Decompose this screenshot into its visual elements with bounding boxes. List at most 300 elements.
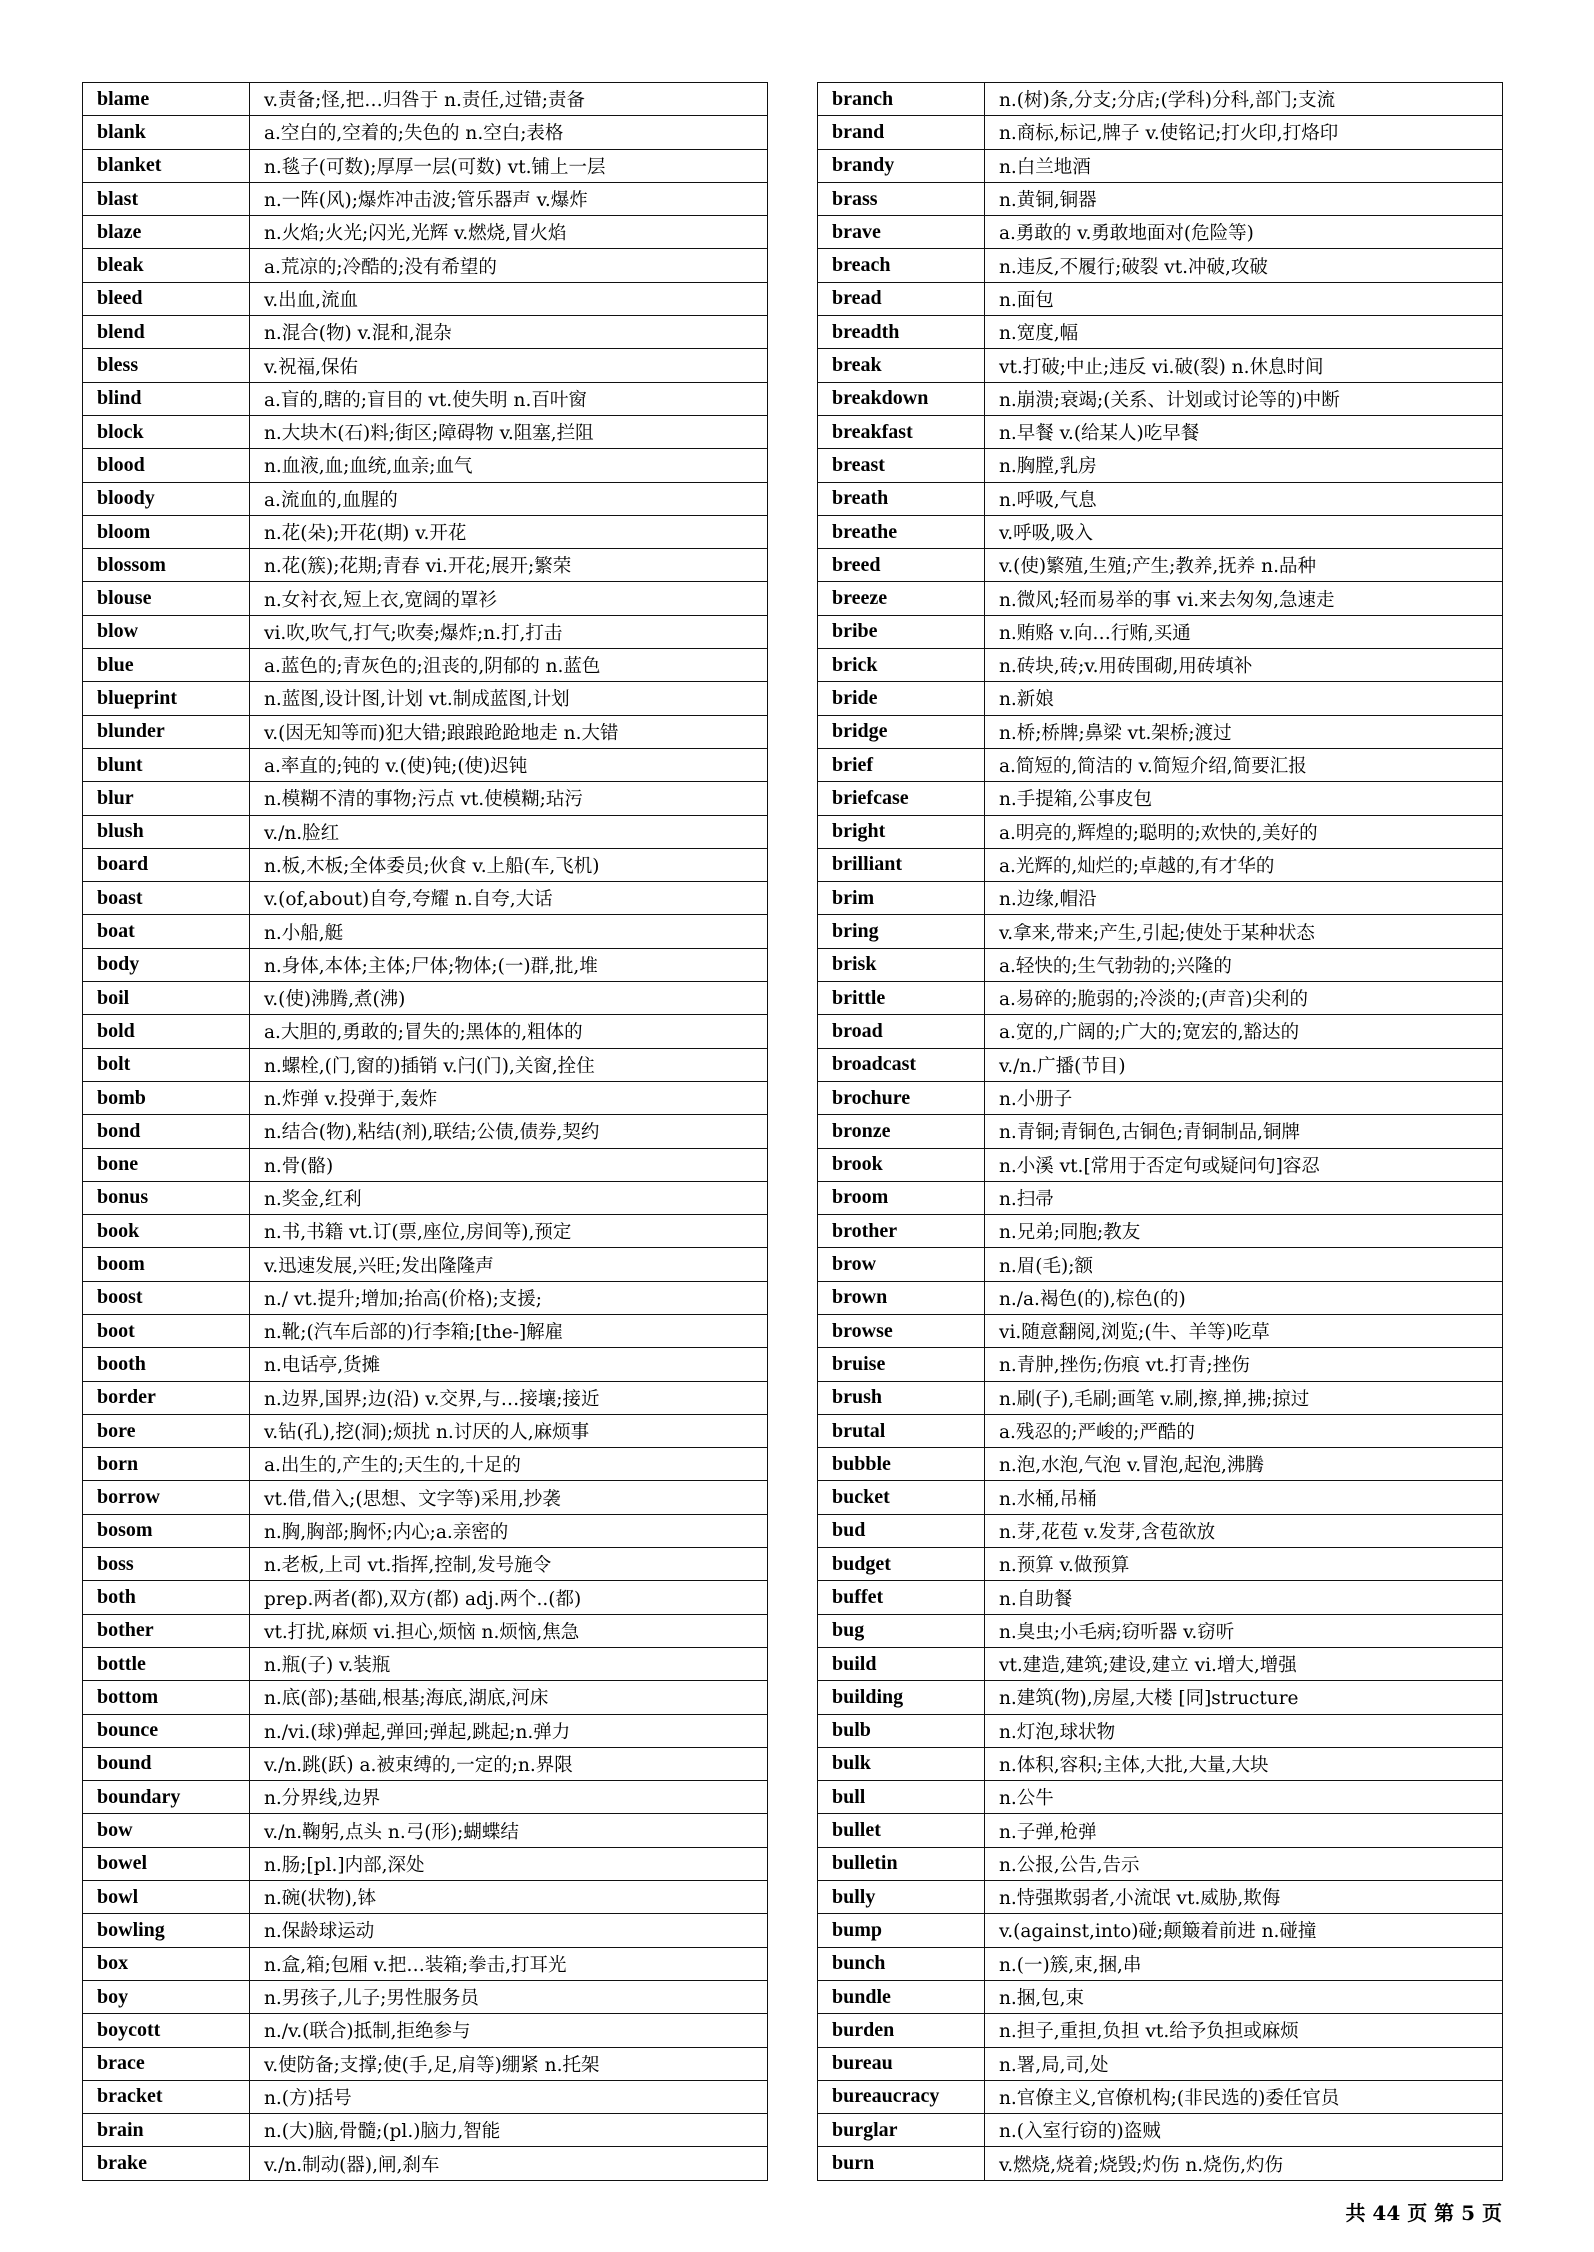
vocab-word: blunt — [83, 748, 250, 781]
vocab-word: bullet — [818, 1814, 985, 1847]
vocab-definition: n.盒,箱;包厢 v.把…装箱;拳击,打耳光 — [250, 1947, 768, 1980]
vocab-definition: vt.打扰,麻烦 vi.担心,烦恼 n.烦恼,焦急 — [250, 1614, 768, 1647]
vocab-definition: n./ vt.提升;增加;抬高(价格);支援; — [250, 1281, 768, 1314]
vocab-definition: n.身体,本体;主体;尸体;物体;(一)群,批,堆 — [250, 948, 768, 981]
vocab-definition: n.面包 — [985, 282, 1503, 315]
vocab-word: bulletin — [818, 1847, 985, 1880]
vocab-row — [83, 815, 768, 848]
vocab-row — [818, 482, 1503, 515]
vocab-definition: n.瓶(子) v.装瓶 — [250, 1647, 768, 1680]
vocab-row — [83, 649, 768, 682]
vocab-word: bruise — [818, 1348, 985, 1381]
vocab-word: blaze — [83, 216, 250, 249]
vocab-row — [83, 1681, 768, 1714]
vocab-word: broad — [818, 1015, 985, 1048]
vocab-row — [818, 1980, 1503, 2013]
vocab-row — [83, 83, 768, 116]
vocab-table-right — [817, 82, 1503, 2181]
vocab-row — [83, 915, 768, 948]
vocab-definition: n.子弹,枪弹 — [985, 1814, 1503, 1847]
vocab-word: branch — [818, 83, 985, 116]
vocab-row — [83, 1414, 768, 1447]
vocab-definition: n.违反,不履行;破裂 vt.冲破,攻破 — [985, 249, 1503, 282]
vocab-definition: n.担子,重担,负担 vt.给予负担或麻烦 — [985, 2014, 1503, 2047]
vocab-definition: n.书,书籍 vt.订(票,座位,房间等),预定 — [250, 1215, 768, 1248]
vocab-word: build — [818, 1647, 985, 1680]
vocab-definition: n.胸,胸部;胸怀;内心;a.亲密的 — [250, 1514, 768, 1547]
vocab-definition: n.署,局,司,处 — [985, 2047, 1503, 2080]
vocab-word: breakdown — [818, 382, 985, 415]
vocab-word: boast — [83, 882, 250, 915]
vocab-word: bowel — [83, 1847, 250, 1880]
vocab-definition: n.骨(骼) — [250, 1148, 768, 1181]
vocab-definition: n.混合(物) v.混和,混杂 — [250, 316, 768, 349]
vocab-definition: a.空白的,空着的;失色的 n.空白;表格 — [250, 116, 768, 149]
vocab-definition: n.灯泡,球状物 — [985, 1714, 1503, 1747]
vocab-word: breed — [818, 549, 985, 582]
vocab-word: boycott — [83, 2014, 250, 2047]
vocab-definition: n.肠;[pl.]内部,深处 — [250, 1847, 768, 1880]
vocab-word: breeze — [818, 582, 985, 615]
vocab-row — [83, 1747, 768, 1780]
vocab-definition: n.早餐 v.(给某人)吃早餐 — [985, 415, 1503, 448]
vocab-word: book — [83, 1215, 250, 1248]
vocab-word: bread — [818, 282, 985, 315]
vocab-row — [818, 249, 1503, 282]
vocab-row — [83, 1281, 768, 1314]
vocab-definition: n.手提箱,公事皮包 — [985, 782, 1503, 815]
vocab-word: brush — [818, 1381, 985, 1414]
vocab-word: blend — [83, 316, 250, 349]
vocab-word: bundle — [818, 1980, 985, 2013]
vocab-row — [83, 1548, 768, 1581]
vocab-word: brutal — [818, 1414, 985, 1447]
vocab-row — [818, 1814, 1503, 1847]
vocab-definition: n.青肿,挫伤;伤痕 vt.打青;挫伤 — [985, 1348, 1503, 1381]
vocab-row — [818, 982, 1503, 1015]
vocab-definition: n.边界,国界;边(沿) v.交界,与…接壤;接近 — [250, 1381, 768, 1414]
vocab-word: buffet — [818, 1581, 985, 1614]
vocab-definition: n.砖块,砖;v.用砖围砌,用砖填补 — [985, 649, 1503, 682]
vocab-row — [818, 582, 1503, 615]
vocab-word: boat — [83, 915, 250, 948]
vocab-definition: vt.借,借入;(思想、文字等)采用,抄袭 — [250, 1481, 768, 1514]
vocab-word: brochure — [818, 1081, 985, 1114]
vocab-row — [83, 1448, 768, 1481]
vocab-word: blank — [83, 116, 250, 149]
vocab-definition: n.崩溃;衰竭;(关系、计划或讨论等的)中断 — [985, 382, 1503, 415]
vocab-definition: n.预算 v.做预算 — [985, 1548, 1503, 1581]
vocab-row — [818, 1448, 1503, 1481]
vocab-definition: n.女衬衣,短上衣,宽阔的罩衫 — [250, 582, 768, 615]
vocab-word: borrow — [83, 1481, 250, 1514]
vocab-word: bound — [83, 1747, 250, 1780]
vocab-definition: a.残忍的;严峻的;严酷的 — [985, 1414, 1503, 1447]
vocab-row — [83, 1814, 768, 1847]
vocab-row — [83, 216, 768, 249]
vocab-definition: a.盲的,瞎的;盲目的 vt.使失明 n.百叶窗 — [250, 382, 768, 415]
vocab-row — [818, 782, 1503, 815]
vocab-word: bleak — [83, 249, 250, 282]
vocab-row — [83, 615, 768, 648]
vocab-row — [83, 1581, 768, 1614]
vocab-word: broom — [818, 1181, 985, 1214]
vocab-definition: n.电话亭,货摊 — [250, 1348, 768, 1381]
vocab-definition: n.胸膛,乳房 — [985, 449, 1503, 482]
vocab-word: burden — [818, 2014, 985, 2047]
vocab-definition: n.公报,公告,告示 — [985, 1847, 1503, 1880]
vocab-row — [83, 1314, 768, 1347]
vocab-definition: a.光辉的,灿烂的;卓越的,有才华的 — [985, 848, 1503, 881]
vocab-word: booth — [83, 1348, 250, 1381]
vocab-word: brother — [818, 1215, 985, 1248]
vocab-row — [818, 715, 1503, 748]
vocab-definition: n.官僚主义,官僚机构;(非民选的)委任官员 — [985, 2080, 1503, 2113]
vocab-word: browse — [818, 1314, 985, 1347]
vocab-word: born — [83, 1448, 250, 1481]
vocab-row — [818, 1148, 1503, 1181]
vocab-word: bone — [83, 1148, 250, 1181]
vocab-definition: v./n.脸红 — [250, 815, 768, 848]
vocab-word: bloody — [83, 482, 250, 515]
vocab-word: building — [818, 1681, 985, 1714]
vocab-definition: a.易碎的;脆弱的;冷淡的;(声音)尖利的 — [985, 982, 1503, 1015]
vocab-word: blunder — [83, 715, 250, 748]
vocab-definition: v./n.广播(节目) — [985, 1048, 1503, 1081]
vocab-word: blind — [83, 382, 250, 415]
vocab-row — [83, 2014, 768, 2047]
vocab-word: brim — [818, 882, 985, 915]
vocab-definition: a.宽的,广阔的;广大的;宽宏的,豁达的 — [985, 1015, 1503, 1048]
vocab-word: briefcase — [818, 782, 985, 815]
vocab-word: bride — [818, 682, 985, 715]
vocab-word: bridge — [818, 715, 985, 748]
vocab-definition: n.芽,花苞 v.发芽,含苞欲放 — [985, 1514, 1503, 1547]
vocab-row — [818, 1015, 1503, 1048]
vocab-definition: v.使防备;支撑;使(手,足,肩等)绷紧 n.托架 — [250, 2047, 768, 2080]
vocab-definition: v.呼吸,吸入 — [985, 515, 1503, 548]
vocab-row — [818, 216, 1503, 249]
vocab-word: brilliant — [818, 848, 985, 881]
vocab-row — [818, 549, 1503, 582]
vocab-definition: n.大块木(石)料;街区;障碍物 v.阻塞,拦阻 — [250, 415, 768, 448]
vocab-word: boost — [83, 1281, 250, 1314]
vocab-word: brook — [818, 1148, 985, 1181]
vocab-row — [83, 1081, 768, 1114]
vocab-row — [818, 1381, 1503, 1414]
vocab-definition: v.燃烧,烧着;烧毁;灼伤 n.烧伤,灼伤 — [985, 2147, 1503, 2180]
vocab-row — [83, 415, 768, 448]
vocab-row — [818, 2047, 1503, 2080]
vocab-row — [818, 948, 1503, 981]
vocab-row — [818, 1215, 1503, 1248]
vocab-definition: v.出血,流血 — [250, 282, 768, 315]
vocab-definition: n.自助餐 — [985, 1581, 1503, 1614]
vocab-word: bold — [83, 1015, 250, 1048]
vocab-definition: a.大胆的,勇敢的;冒失的;黑体的,粗体的 — [250, 1015, 768, 1048]
vocab-definition: n.贿赂 v.向…行贿,买通 — [985, 615, 1503, 648]
vocab-definition: a.率直的;钝的 v.(使)钝;(使)迟钝 — [250, 748, 768, 781]
vocab-word: breadth — [818, 316, 985, 349]
vocab-word: bunch — [818, 1947, 985, 1980]
vocab-row — [83, 748, 768, 781]
vocab-word: broadcast — [818, 1048, 985, 1081]
vocab-word: blow — [83, 615, 250, 648]
vocab-word: brief — [818, 748, 985, 781]
vocab-row — [83, 1048, 768, 1081]
vocab-definition: n.商标,标记,牌子 v.使铭记;打火印,打烙印 — [985, 116, 1503, 149]
vocab-table-left-body — [83, 83, 768, 2181]
vocab-word: bowl — [83, 1881, 250, 1914]
vocab-definition: n.兄弟;同胞;教友 — [985, 1215, 1503, 1248]
vocab-definition: n.花(簇);花期;青春 vi.开花;展开;繁荣 — [250, 549, 768, 582]
vocab-row — [818, 182, 1503, 215]
vocab-definition: v.(使)沸腾,煮(沸) — [250, 982, 768, 1015]
vocab-row — [83, 882, 768, 915]
vocab-definition: vt.建造,建筑;建设,建立 vi.增大,增强 — [985, 1647, 1503, 1680]
vocab-definition: v.(因无知等而)犯大错;踉踉跄跄地走 n.大错 — [250, 715, 768, 748]
vocab-word: bribe — [818, 615, 985, 648]
vocab-word: bureaucracy — [818, 2080, 985, 2113]
vocab-definition: n./vi.(球)弹起,弹回;弹起,跳起;n.弹力 — [250, 1714, 768, 1747]
vocab-word: brown — [818, 1281, 985, 1314]
page-footer: 共 44 页 第 5 页 — [1345, 2201, 1502, 2225]
vocab-word: bow — [83, 1814, 250, 1847]
vocab-definition: n.底(部);基础,根基;海底,湖底,河床 — [250, 1681, 768, 1714]
vocab-row — [818, 2147, 1503, 2180]
vocab-row — [83, 549, 768, 582]
vocab-word: bump — [818, 1914, 985, 1947]
vocab-definition: n.炸弹 v.投弹于,轰炸 — [250, 1081, 768, 1114]
vocab-definition: a.荒凉的;冷酷的;没有希望的 — [250, 249, 768, 282]
vocab-word: bore — [83, 1414, 250, 1447]
vocab-definition: a.流血的,血腥的 — [250, 482, 768, 515]
vocab-word: brave — [818, 216, 985, 249]
vocab-row — [83, 2147, 768, 2180]
vocab-definition: a.明亮的,辉煌的;聪明的;欢快的,美好的 — [985, 815, 1503, 848]
vocab-row — [83, 1980, 768, 2013]
vocab-row — [818, 382, 1503, 415]
vocab-definition: a.勇敢的 v.勇敢地面对(危险等) — [985, 216, 1503, 249]
vocab-row — [818, 1681, 1503, 1714]
vocab-word: boot — [83, 1314, 250, 1347]
vocab-word: bonus — [83, 1181, 250, 1214]
vocab-definition: a.轻快的;生气勃勃的;兴隆的 — [985, 948, 1503, 981]
vocab-word: breakfast — [818, 415, 985, 448]
vocab-definition: prep.两者(都),双方(都) adj.两个..(都) — [250, 1581, 768, 1614]
vocab-row — [83, 349, 768, 382]
vocab-row — [818, 1881, 1503, 1914]
vocab-row — [83, 1181, 768, 1214]
vocab-word: bless — [83, 349, 250, 382]
vocab-word: brain — [83, 2114, 250, 2147]
vocab-definition: v.(使)繁殖,生殖;产生;教养,抚养 n.品种 — [985, 549, 1503, 582]
vocab-word: brand — [818, 116, 985, 149]
vocab-definition: v.钻(孔),挖(洞);烦扰 n.讨厌的人,麻烦事 — [250, 1414, 768, 1447]
vocab-table-right-body — [818, 83, 1503, 2181]
vocab-definition: n.蓝图,设计图,计划 vt.制成蓝图,计划 — [250, 682, 768, 715]
vocab-row — [83, 1881, 768, 1914]
vocab-word: border — [83, 1381, 250, 1414]
vocab-definition: n.白兰地酒 — [985, 149, 1503, 182]
vocab-word: bleed — [83, 282, 250, 315]
vocab-word: breath — [818, 482, 985, 515]
vocab-definition: n.老板,上司 vt.指挥,控制,发号施令 — [250, 1548, 768, 1581]
vocab-word: blame — [83, 83, 250, 116]
vocab-row — [818, 815, 1503, 848]
vocab-definition: n.建筑(物),房屋,大楼 [同]structure — [985, 1681, 1503, 1714]
vocab-word: boss — [83, 1548, 250, 1581]
vocab-word: breach — [818, 249, 985, 282]
vocab-word: blue — [83, 649, 250, 682]
vocab-row — [83, 715, 768, 748]
vocab-row — [818, 1714, 1503, 1747]
vocab-word: bracket — [83, 2080, 250, 2113]
vocab-definition: n.一阵(风);爆炸冲击波;管乐器声 v.爆炸 — [250, 182, 768, 215]
vocab-row — [818, 1115, 1503, 1148]
vocab-word: bottom — [83, 1681, 250, 1714]
vocab-row — [818, 1847, 1503, 1880]
vocab-definition: vi.随意翻阅,浏览;(牛、羊等)吃草 — [985, 1314, 1503, 1347]
vocab-row — [83, 1348, 768, 1381]
vocab-word: bulk — [818, 1747, 985, 1780]
vocab-row — [818, 915, 1503, 948]
vocab-row — [818, 449, 1503, 482]
vocab-definition: n.泡,水泡,气泡 v.冒泡,起泡,沸腾 — [985, 1448, 1503, 1481]
vocab-definition: a.简短的,简洁的 v.简短介绍,简要汇报 — [985, 748, 1503, 781]
vocab-row — [818, 1048, 1503, 1081]
vocab-word: boundary — [83, 1781, 250, 1814]
vocab-row — [818, 1481, 1503, 1514]
vocab-definition: n.扫帚 — [985, 1181, 1503, 1214]
vocab-row — [83, 1514, 768, 1547]
vocab-row — [818, 682, 1503, 715]
vocab-row — [83, 316, 768, 349]
vocab-word: block — [83, 415, 250, 448]
vocab-word: board — [83, 848, 250, 881]
vocab-definition: n.碗(状物),钵 — [250, 1881, 768, 1914]
vocab-row — [83, 1481, 768, 1514]
vocab-definition: vt.打破;中止;违反 vi.破(裂) n.休息时间 — [985, 349, 1503, 382]
vocab-definition: n.水桶,吊桶 — [985, 1481, 1503, 1514]
vocab-definition: n.结合(物),粘结(剂),联结;公债,债券,契约 — [250, 1115, 768, 1148]
vocab-row — [818, 1548, 1503, 1581]
vocab-row — [83, 2114, 768, 2147]
vocab-row — [818, 149, 1503, 182]
vocab-row — [83, 2047, 768, 2080]
vocab-word: bud — [818, 1514, 985, 1547]
vocab-row — [83, 1847, 768, 1880]
vocab-definition: v./n.鞠躬,点头 n.弓(形);蝴蝶结 — [250, 1814, 768, 1847]
vocab-row — [818, 83, 1503, 116]
vocab-row — [818, 1647, 1503, 1680]
vocab-word: blouse — [83, 582, 250, 615]
vocab-word: bucket — [818, 1481, 985, 1514]
vocab-word: blush — [83, 815, 250, 848]
vocab-word: bottle — [83, 1647, 250, 1680]
vocab-definition: n.分界线,边界 — [250, 1781, 768, 1814]
vocab-word: body — [83, 948, 250, 981]
vocab-definition: v./n.跳(跃) a.被束缚的,一定的;n.界限 — [250, 1747, 768, 1780]
vocab-word: bomb — [83, 1081, 250, 1114]
vocab-row — [818, 349, 1503, 382]
vocab-definition: n.板,木板;全体委员;伙食 v.上船(车,飞机) — [250, 848, 768, 881]
vocab-word: bug — [818, 1614, 985, 1647]
vocab-row — [83, 1914, 768, 1947]
vocab-definition: n.(方)括号 — [250, 2080, 768, 2113]
vocab-word: blur — [83, 782, 250, 815]
vocab-definition: n.(一)簇,束,捆,串 — [985, 1947, 1503, 1980]
vocab-word: bounce — [83, 1714, 250, 1747]
vocab-row — [818, 282, 1503, 315]
vocab-definition: n.(大)脑,骨髓;(pl.)脑力,智能 — [250, 2114, 768, 2147]
vocab-word: brick — [818, 649, 985, 682]
vocab-word: boy — [83, 1980, 250, 2013]
vocab-row — [818, 415, 1503, 448]
vocab-word: brass — [818, 182, 985, 215]
vocab-definition: n.螺栓,(门,窗的)插销 v.闩(门),关窗,拴住 — [250, 1048, 768, 1081]
vocab-row — [818, 515, 1503, 548]
vocab-row — [83, 848, 768, 881]
vocab-row — [818, 2114, 1503, 2147]
vocab-row — [83, 382, 768, 415]
vocab-row — [83, 1714, 768, 1747]
vocab-row — [818, 1581, 1503, 1614]
vocab-definition: n.边缘,帽沿 — [985, 882, 1503, 915]
vocab-definition: n.新娘 — [985, 682, 1503, 715]
vocab-row — [818, 1281, 1503, 1314]
vocab-word: blanket — [83, 149, 250, 182]
vocab-word: bloom — [83, 515, 250, 548]
vocab-word: brow — [818, 1248, 985, 1281]
vocab-row — [818, 2014, 1503, 2047]
vocab-row — [83, 449, 768, 482]
vocab-row — [818, 2080, 1503, 2113]
vocab-definition: n.呼吸,气息 — [985, 482, 1503, 515]
vocab-definition: n.保龄球运动 — [250, 1914, 768, 1947]
vocab-row — [818, 1914, 1503, 1947]
vocab-word: bosom — [83, 1514, 250, 1547]
vocab-word: brake — [83, 2147, 250, 2180]
vocab-definition: n.奖金,红利 — [250, 1181, 768, 1214]
vocab-row — [83, 116, 768, 149]
vocab-definition: n.青铜;青铜色,古铜色;青铜制品,铜牌 — [985, 1115, 1503, 1148]
vocab-row — [818, 1081, 1503, 1114]
vocab-word: burglar — [818, 2114, 985, 2147]
vocab-word: bring — [818, 915, 985, 948]
vocab-definition: a.蓝色的;青灰色的;沮丧的,阴郁的 n.蓝色 — [250, 649, 768, 682]
vocab-row — [818, 316, 1503, 349]
vocab-definition: n.小船,艇 — [250, 915, 768, 948]
vocab-row — [83, 948, 768, 981]
vocab-word: bond — [83, 1115, 250, 1148]
vocab-definition: n.恃强欺弱者,小流氓 vt.威胁,欺侮 — [985, 1881, 1503, 1914]
vocab-word: bully — [818, 1881, 985, 1914]
vocab-row — [818, 1614, 1503, 1647]
vocab-definition: n.小册子 — [985, 1081, 1503, 1114]
vocab-definition: n.臭虫;小毛病;窃听器 v.窃听 — [985, 1614, 1503, 1647]
vocab-word: bronze — [818, 1115, 985, 1148]
vocab-row — [83, 182, 768, 215]
vocab-definition: n.血液,血;血统,血亲;血气 — [250, 449, 768, 482]
vocab-definition: v./n.制动(器),闸,刹车 — [250, 2147, 768, 2180]
vocab-definition: n.宽度,幅 — [985, 316, 1503, 349]
vocab-row — [83, 1248, 768, 1281]
vocab-definition: n.花(朵);开花(期) v.开花 — [250, 515, 768, 548]
vocab-row — [83, 682, 768, 715]
vocab-definition: n./a.褐色(的),棕色(的) — [985, 1281, 1503, 1314]
vocab-row — [818, 1781, 1503, 1814]
